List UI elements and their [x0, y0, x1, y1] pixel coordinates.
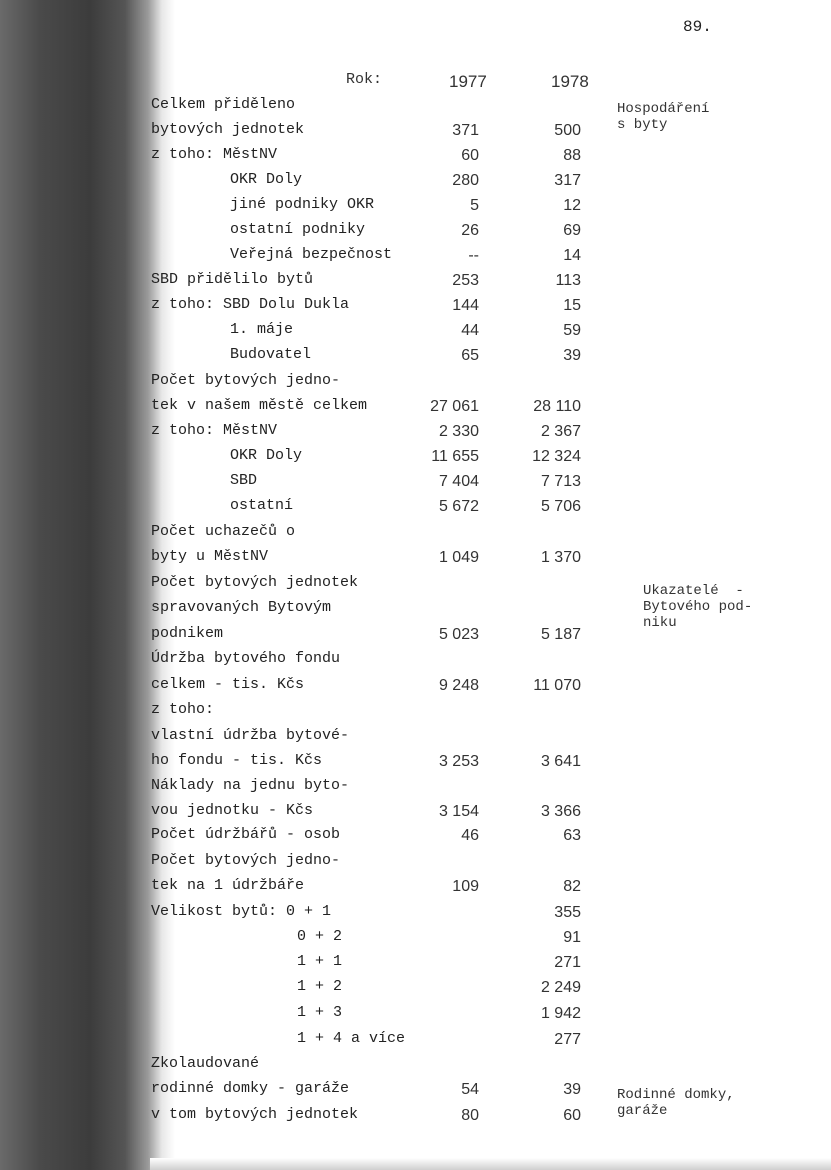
value-1978: 3 366	[540, 803, 581, 820]
value-1978: 3 641	[540, 753, 581, 770]
row-label: ostatní	[230, 497, 294, 514]
table-row	[0, 599, 831, 624]
row-label: OKR Doly	[230, 171, 303, 188]
table-row	[0, 826, 831, 851]
table-row	[0, 497, 831, 522]
row-label: tek v našem městě celkem	[151, 397, 368, 414]
row-label: Náklady na jednu byto-	[151, 777, 350, 794]
row-label: Celkem přiděleno	[151, 96, 296, 113]
row-label: 1 + 4 a více	[297, 1030, 406, 1047]
row-label: Budovatel	[230, 346, 312, 363]
value-1978: 355	[554, 904, 581, 921]
table-row	[0, 1055, 831, 1080]
row-label: Velikost bytů: 0 + 1	[151, 903, 332, 920]
value-1977: 280	[452, 172, 479, 189]
row-label: z toho: SBD Dolu Dukla	[151, 296, 350, 313]
value-1977: 7 404	[438, 473, 479, 490]
table-row	[0, 523, 831, 548]
table-row	[0, 196, 831, 221]
year-1978-header: 1978	[551, 72, 589, 91]
value-1978: 2 249	[540, 979, 581, 996]
value-1977: 144	[452, 297, 479, 314]
table-row	[0, 574, 831, 599]
table-row	[0, 802, 831, 827]
row-label: 1. máje	[230, 321, 294, 338]
value-1978: 82	[563, 878, 581, 895]
table-row	[0, 372, 831, 397]
table-row	[0, 472, 831, 497]
table-row	[0, 346, 831, 371]
row-label: jiné podniky OKR	[230, 196, 375, 213]
row-label: Počet bytových jedno-	[151, 852, 341, 869]
row-label: Počet uchazečů o	[151, 523, 296, 540]
table-row	[0, 146, 831, 171]
table-row	[0, 121, 831, 146]
table-row	[0, 422, 831, 447]
table-row	[0, 903, 831, 928]
row-label: bytových jednotek	[151, 121, 305, 138]
value-1978: 1 942	[540, 1005, 581, 1022]
row-label: 1 + 3	[297, 1004, 343, 1021]
value-1978: 2 367	[540, 423, 581, 440]
page-number: 89.	[683, 18, 712, 36]
row-label: 1 + 2	[297, 978, 343, 995]
table-row	[0, 271, 831, 296]
table-row	[0, 246, 831, 271]
value-1977: 27 061	[430, 398, 479, 415]
value-1978: 14	[563, 247, 581, 264]
table-row	[0, 321, 831, 346]
row-label: SBD	[230, 472, 258, 489]
row-label: OKR Doly	[230, 447, 303, 464]
value-1978: 7 713	[540, 473, 581, 490]
value-1977: 44	[461, 322, 479, 339]
row-label: ho fondu - tis. Kčs	[151, 752, 323, 769]
row-label: Údržba bytového fondu	[151, 650, 341, 667]
value-1977: 80	[461, 1107, 479, 1124]
value-1978: 317	[554, 172, 581, 189]
row-label: z toho: MěstNV	[151, 146, 278, 163]
value-1978: 39	[563, 347, 581, 364]
row-label: tek na 1 údržbáře	[151, 877, 305, 894]
value-1977: 5 023	[438, 626, 479, 643]
value-1978: 271	[554, 954, 581, 971]
value-1978: 11 070	[533, 677, 581, 694]
row-label: podnikem	[151, 625, 224, 642]
row-label: rodinné domky - garáže	[151, 1080, 350, 1097]
value-1978: 277	[554, 1031, 581, 1048]
value-1977: 2 330	[438, 423, 479, 440]
value-1977: 46	[461, 827, 479, 844]
value-1978: 5 187	[540, 626, 581, 643]
value-1977: 11 655	[431, 448, 479, 465]
value-1978: 113	[555, 272, 581, 289]
table-row	[0, 296, 831, 321]
value-1978: 91	[563, 929, 581, 946]
value-1978: 1 370	[540, 549, 581, 566]
value-1977: 3 253	[438, 753, 479, 770]
value-1978: 5 706	[540, 498, 581, 515]
table-row	[0, 928, 831, 953]
value-1977: 9 248	[438, 677, 479, 694]
table-row	[0, 221, 831, 246]
value-1978: 59	[563, 322, 581, 339]
value-1978: 500	[554, 122, 581, 139]
row-label: v tom bytových jednotek	[151, 1106, 359, 1123]
rok-label: Rok:	[346, 71, 383, 88]
row-label: celkem - tis. Kčs	[151, 676, 305, 693]
value-1977: 109	[452, 878, 479, 895]
value-1978: 12	[563, 197, 581, 214]
row-label: z toho:	[151, 701, 215, 718]
row-label: z toho: MěstNV	[151, 422, 278, 439]
value-1978: 60	[563, 1107, 581, 1124]
value-1977: 5	[470, 197, 479, 214]
value-1978: 63	[563, 827, 581, 844]
table-row	[0, 1004, 831, 1029]
table-row	[0, 877, 831, 902]
value-1977: 65	[461, 347, 479, 364]
value-1977: 5 672	[438, 498, 479, 515]
value-1977: --	[468, 247, 479, 264]
row-label: Počet bytových jednotek	[151, 574, 359, 591]
value-1977: 60	[461, 147, 479, 164]
year-1977-header: 1977	[449, 72, 487, 91]
row-label: spravovaných Bytovým	[151, 599, 332, 616]
table-row	[0, 1106, 831, 1131]
value-1977: 26	[461, 222, 479, 239]
table-row	[0, 397, 831, 422]
row-label: SBD přidělilo bytů	[151, 271, 314, 288]
row-label: vou jednotku - Kčs	[151, 802, 314, 819]
value-1977: 3 154	[438, 803, 479, 820]
side-note-indicators: Ukazatelé - Bytového pod- niku	[643, 583, 753, 631]
value-1978: 12 324	[532, 448, 581, 465]
scan-bottom-edge	[150, 1158, 831, 1170]
table-row	[0, 727, 831, 752]
value-1977: 1 049	[438, 549, 479, 566]
table-row	[0, 1030, 831, 1055]
value-1977: 54	[461, 1081, 479, 1098]
side-note-family-houses: Rodinné domky, garáže	[617, 1087, 735, 1119]
row-label: 1 + 1	[297, 953, 343, 970]
value-1978: 88	[563, 147, 581, 164]
row-label: Počet bytových jedno-	[151, 372, 341, 389]
table-row	[0, 752, 831, 777]
table-row	[0, 625, 831, 650]
row-label: 0 + 2	[297, 928, 343, 945]
table-row	[0, 852, 831, 877]
row-label: byty u MěstNV	[151, 548, 269, 565]
value-1977: 253	[452, 272, 479, 289]
table-row	[0, 777, 831, 802]
value-1978: 69	[563, 222, 581, 239]
table-row	[0, 650, 831, 675]
table-row	[0, 96, 831, 121]
table-row	[0, 1080, 831, 1105]
table-row	[0, 447, 831, 472]
value-1977: 371	[452, 122, 479, 139]
value-1978: 15	[563, 297, 581, 314]
side-note-housing: Hospodáření s byty	[617, 101, 710, 133]
table-row	[0, 548, 831, 573]
table-row	[0, 701, 831, 726]
row-label: ostatní podniky	[230, 221, 366, 238]
value-1978: 39	[563, 1081, 581, 1098]
row-label: Počet údržbářů - osob	[151, 826, 341, 843]
row-label: vlastní údržba bytové-	[151, 727, 350, 744]
table-row	[0, 953, 831, 978]
value-1978: 28 110	[533, 398, 581, 415]
table-row	[0, 171, 831, 196]
table-row	[0, 676, 831, 701]
table-row	[0, 978, 831, 1003]
row-label: Veřejná bezpečnost	[230, 246, 393, 263]
row-label: Zkolaudované	[151, 1055, 260, 1072]
